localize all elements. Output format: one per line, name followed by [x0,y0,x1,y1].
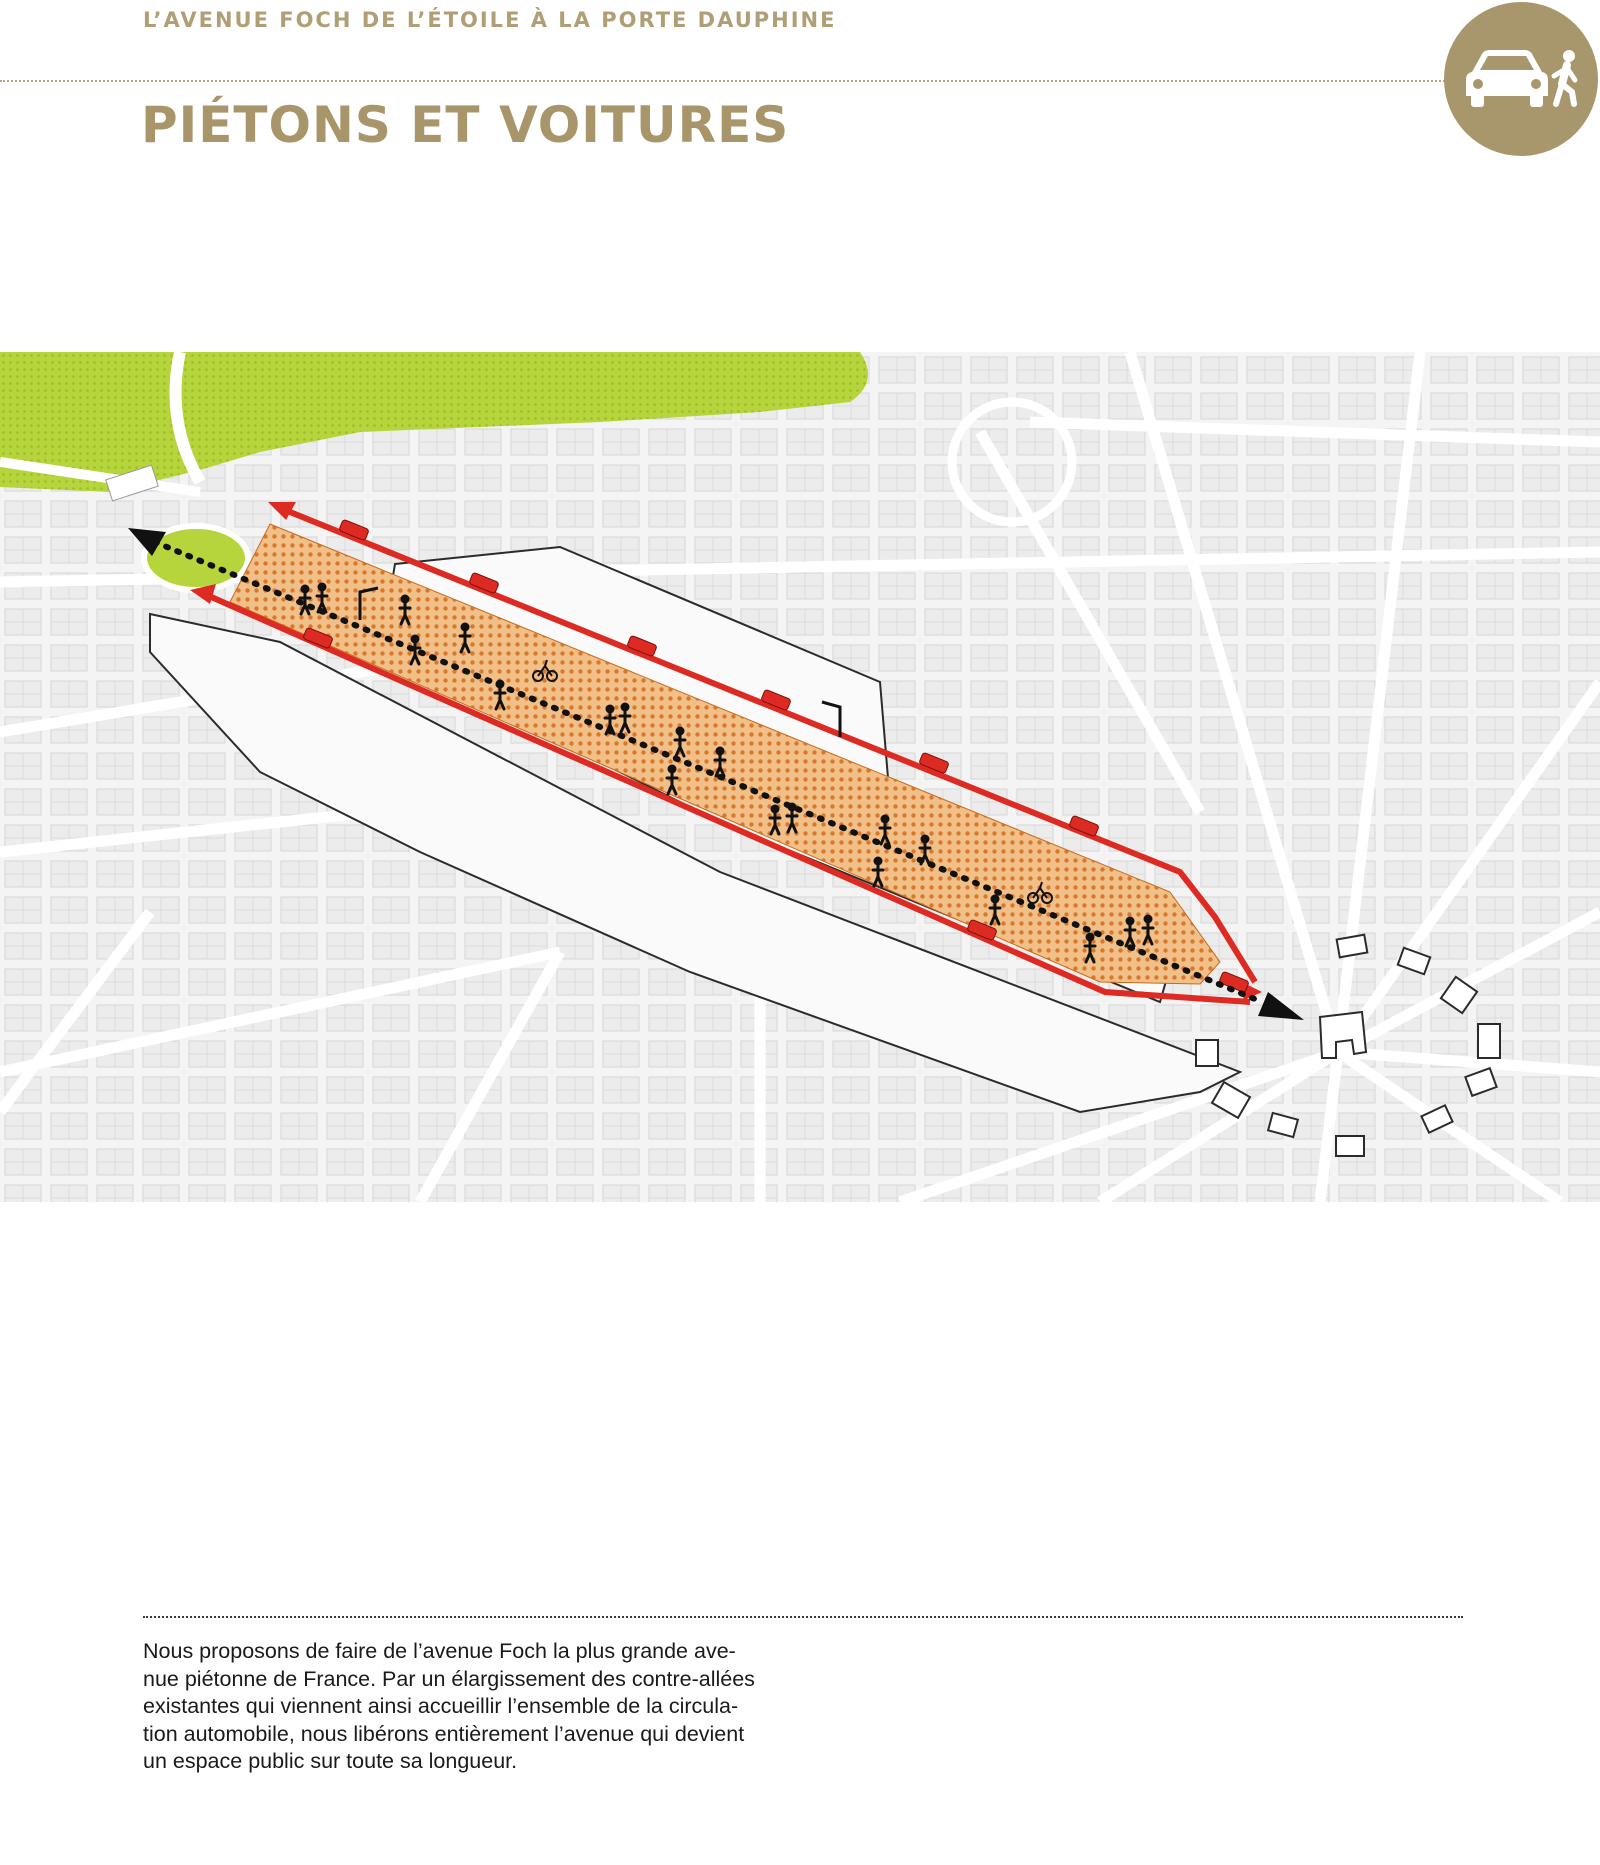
avenue-foch-illustration [0,352,1600,1202]
header-dotted-rule [0,80,1445,82]
car-icon [1466,50,1548,107]
theme-badge [1444,2,1598,156]
body-paragraph [143,1638,793,1776]
body-dotted-rule [143,1616,1463,1618]
pedestrian-icon [1554,50,1575,104]
page-title: PIÉTONS ET VOITURES [141,96,790,154]
body-line: tion automobile, nous libérons entièrement l’avenue qui devient [143,1721,745,1746]
section-kicker: L’AVENUE FOCH DE L’ÉTOILE À LA PORTE DAUPHINE [143,8,837,32]
body-line: Nous proposons de faire de l’avenue Foch la plus grande ave- [143,1639,736,1663]
body-line: nue piétonne de France. Par un élargissement des contre-allées [143,1666,755,1691]
body-line: existantes qui viennent ainsi accueillir l’ensemble de la circula- [143,1694,739,1718]
body-line: un espace public sur toute sa longueur. [143,1749,518,1773]
